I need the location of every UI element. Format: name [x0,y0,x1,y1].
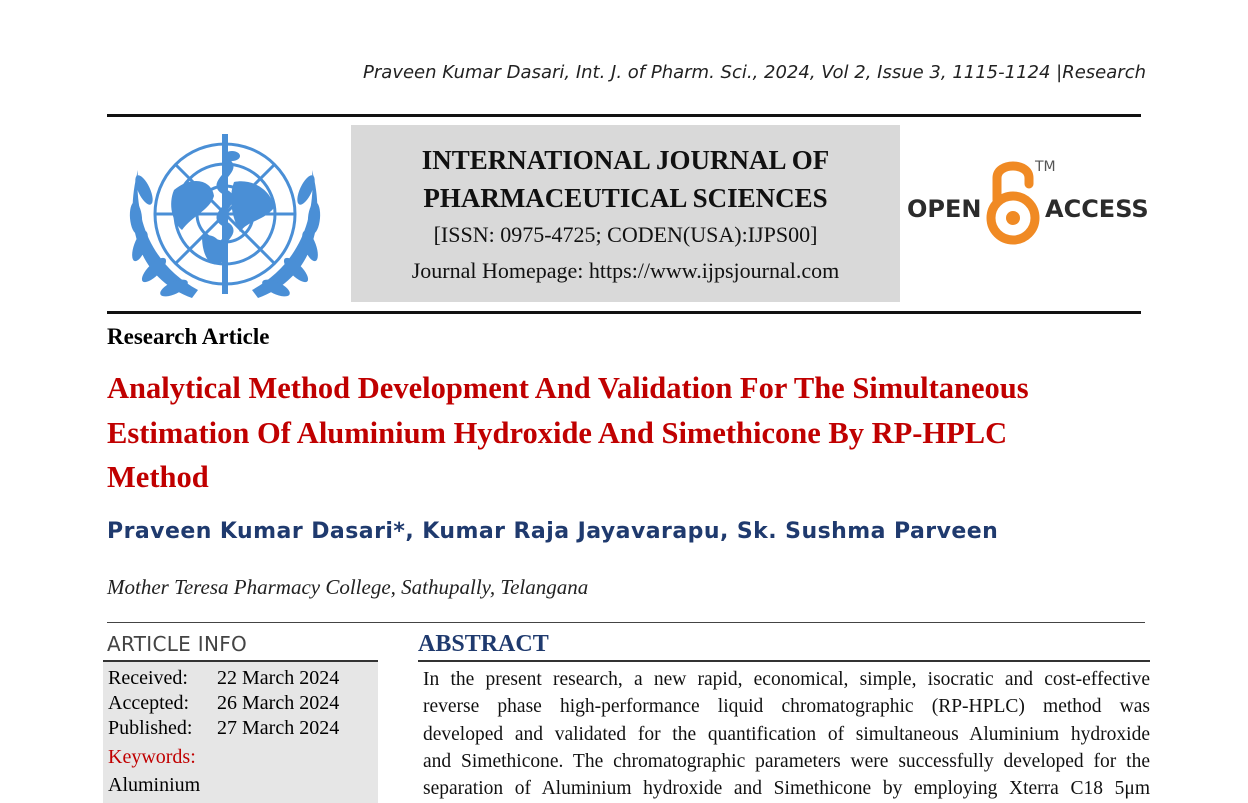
header-top-rule [107,114,1141,117]
abstract-heading: ABSTRACT [418,631,549,657]
published-label: Published: [108,717,193,739]
article-title-line: Estimation Of Aluminium Hydroxide And Simethicone By RP-HPLC [107,415,1008,450]
article-authors: Praveen Kumar Dasari*, Kumar Raja Jayavarapu, Sk. Sushma Parveen [107,519,999,544]
article-title-line: Method [107,460,209,494]
journal-logo [122,130,328,304]
article-title [107,366,1167,500]
open-access-tm: TM [1035,159,1056,175]
running-head: Praveen Kumar Dasari, Int. J. of Pharm. Sci., 2024, Vol 2, Issue 3, 1115-1124 |Research [363,62,1146,83]
open-access-right-word: ACCESS [1045,195,1149,223]
abstract-line: separation of Aluminium hydroxide and Simethicone by employing Xterra C18 5μm [423,778,1150,800]
abstract-line: In the present research, a new rapid, economical, simple, isocratic and cost-effective [423,669,1150,690]
journal-issn: [ISSN: 0975-4725; CODEN(USA):IJPS00] [433,222,818,247]
keyword-item: Aluminium [108,774,201,796]
article-info-panel [103,662,378,803]
abstract-line: reverse phase high-performance liquid chromatographic (RP-HPLC) method was [423,696,1150,718]
abstract-body [423,666,1150,802]
who-emblem-icon [122,130,328,304]
keywords-label: Keywords: [108,746,196,768]
accepted-label: Accepted: [108,692,190,714]
journal-homepage[interactable]: Journal Homepage: https://www.ijpsjournal.com [411,258,840,283]
abstract-rule [418,660,1150,662]
header-bottom-rule [107,311,1141,314]
article-type-label: Research Article [107,324,270,349]
journal-masthead [351,125,900,302]
received-label: Received: [108,667,188,689]
received-date: 22 March 2024 [217,667,340,689]
accepted-row [108,692,339,715]
article-info-heading: ARTICLE INFO [107,632,248,656]
section-divider [107,622,1145,623]
received-row [108,667,339,690]
abstract-line: and Simethicone. The chromatographic parameters were successfully developed for the [423,750,1150,772]
published-row [108,717,339,740]
article-affiliation: Mother Teresa Pharmacy College, Sathupally, Telangana [107,575,589,599]
open-access-left-word: OPEN [907,195,982,223]
open-access-logo [905,152,1150,252]
abstract-line: developed and validated for the quantification of simultaneous Aluminium hydroxide [423,723,1150,745]
published-date: 27 March 2024 [217,717,340,739]
accepted-date: 26 March 2024 [217,692,340,714]
journal-title-line2: PHARMACEUTICAL SCIENCES [423,183,828,213]
journal-title-line1: INTERNATIONAL JOURNAL OF [421,145,830,175]
article-title-line: Analytical Method Development And Validation For The Simultaneous [107,371,1029,405]
